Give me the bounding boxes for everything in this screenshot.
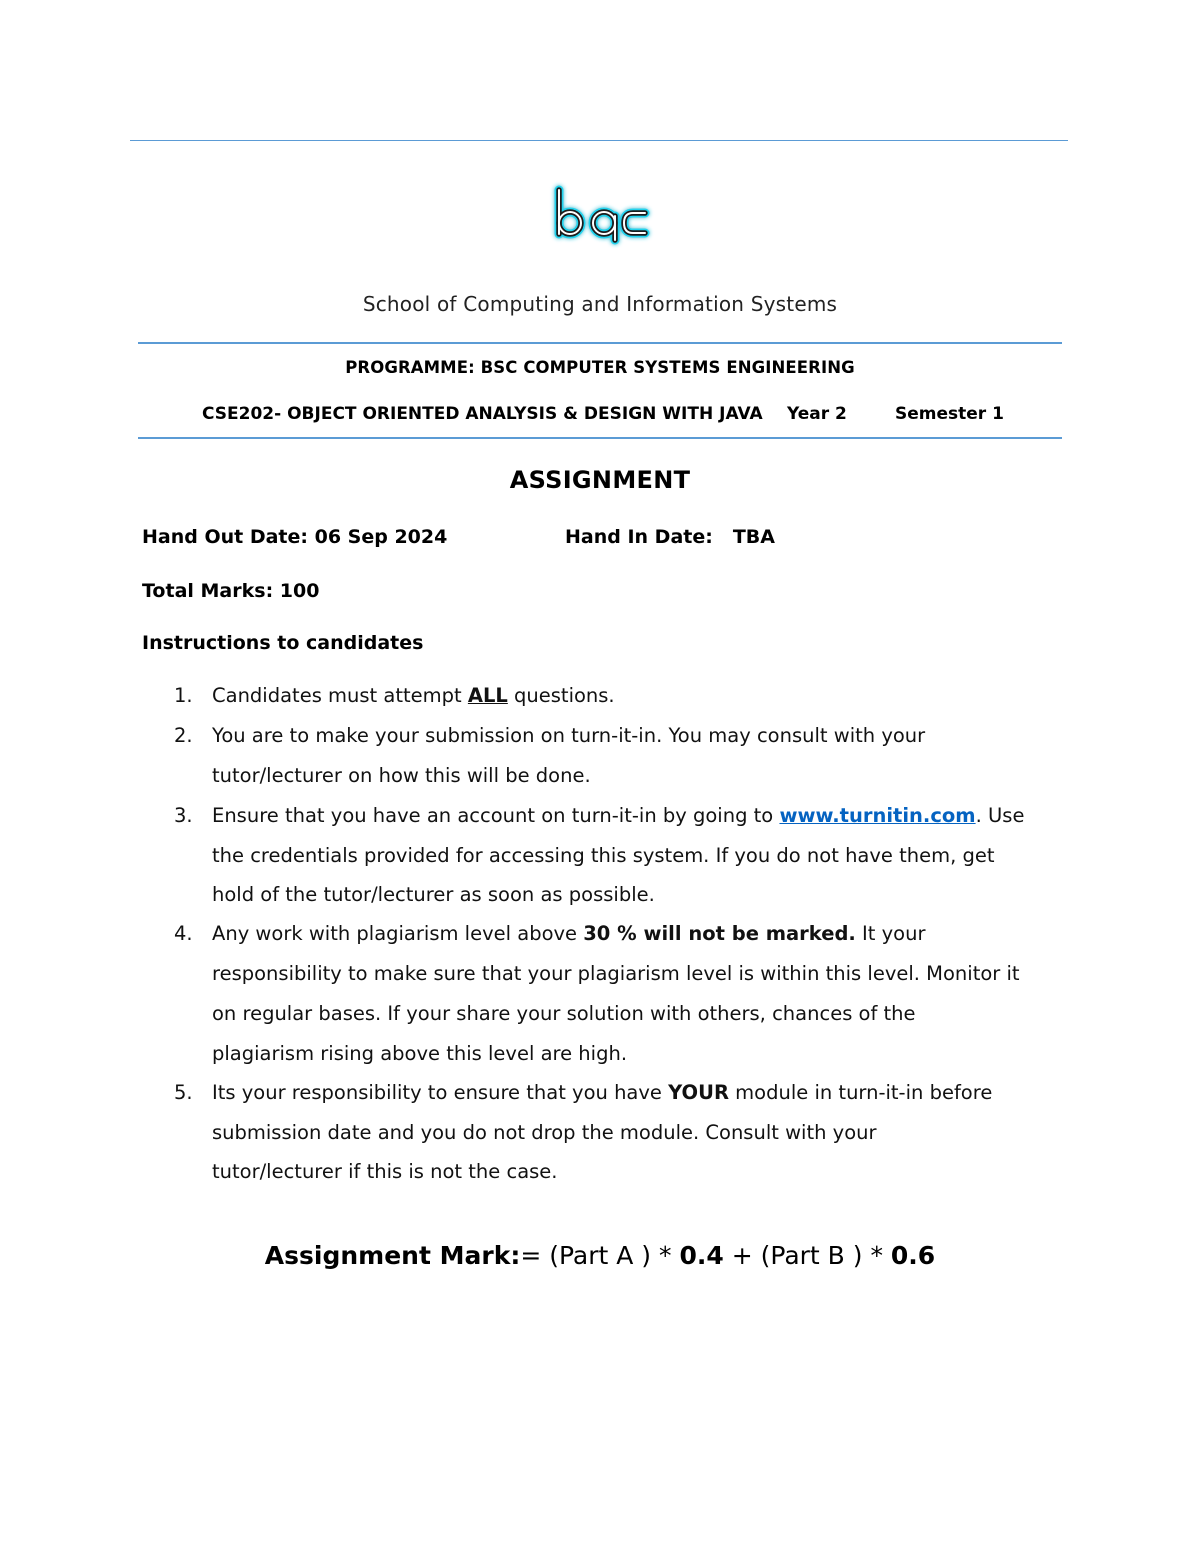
- list-text: Candidates must attempt ALL questions.: [212, 684, 615, 707]
- course-title: CSE202- OBJECT ORIENTED ANALYSIS & DESIGN WITH JAVA: [202, 404, 763, 424]
- course-year: Year 2: [787, 404, 847, 424]
- hand-in-value: TBA: [732, 526, 775, 548]
- top-divider: [130, 140, 1068, 141]
- list-number: 3.: [174, 804, 193, 827]
- list-text: plagiarism rising above this level are high.: [212, 1042, 628, 1065]
- hand-in-label: Hand In Date:: [565, 526, 713, 548]
- list-text: tutor/lecturer if this is not the case.: [212, 1160, 558, 1183]
- list-text: the credentials provided for accessing this system. If you do not have them, get: [212, 844, 995, 867]
- list-text: Any work with plagiarism level above 30 % will not be marked. It your: [212, 922, 926, 945]
- total-marks: Total Marks: 100: [142, 580, 320, 602]
- header-divider-top: [138, 342, 1062, 344]
- hand-in-date: [565, 526, 775, 548]
- list-number: 4.: [174, 922, 193, 945]
- list-text: on regular bases. If your share your solution with others, chances of the: [212, 1002, 916, 1025]
- list-text: Ensure that you have an account on turn-it-in by going to www.turnitin.com. Use: [212, 804, 1025, 827]
- formula-label: Assignment Mark:: [264, 1241, 521, 1270]
- list-text: Its your responsibility to ensure that you have YOUR module in turn-it-in before: [212, 1081, 993, 1104]
- bac-logo: [545, 180, 655, 250]
- course-semester: Semester 1: [895, 404, 1004, 424]
- hand-out-date: Hand Out Date: 06 Sep 2024: [142, 526, 448, 548]
- list-text: hold of the tutor/lecturer as soon as possible.: [212, 883, 655, 906]
- list-number: 5.: [174, 1081, 193, 1104]
- document-title: ASSIGNMENT: [509, 466, 691, 494]
- school-name: School of Computing and Information Systems: [362, 292, 838, 316]
- list-text: tutor/lecturer on how this will be done.: [212, 764, 591, 787]
- header-divider-bottom: [138, 437, 1062, 439]
- list-text: submission date and you do not drop the module. Consult with your: [212, 1121, 877, 1144]
- list-number: 2.: [174, 724, 193, 747]
- programme-title: PROGRAMME: BSC COMPUTER SYSTEMS ENGINEERING: [345, 358, 855, 377]
- list-text: responsibility to make sure that your plagiarism level is within this level. Monitor it: [212, 962, 1020, 985]
- turnitin-link[interactable]: www.turnitin.com: [779, 804, 976, 827]
- assignment-mark-formula: Assignment Mark:= (Part A ) * 0.4 + (Part B ) * 0.6: [264, 1241, 936, 1270]
- list-number: 1.: [174, 684, 193, 707]
- instructions-heading: Instructions to candidates: [142, 632, 424, 654]
- list-text: You are to make your submission on turn-it-in. You may consult with your: [212, 724, 926, 747]
